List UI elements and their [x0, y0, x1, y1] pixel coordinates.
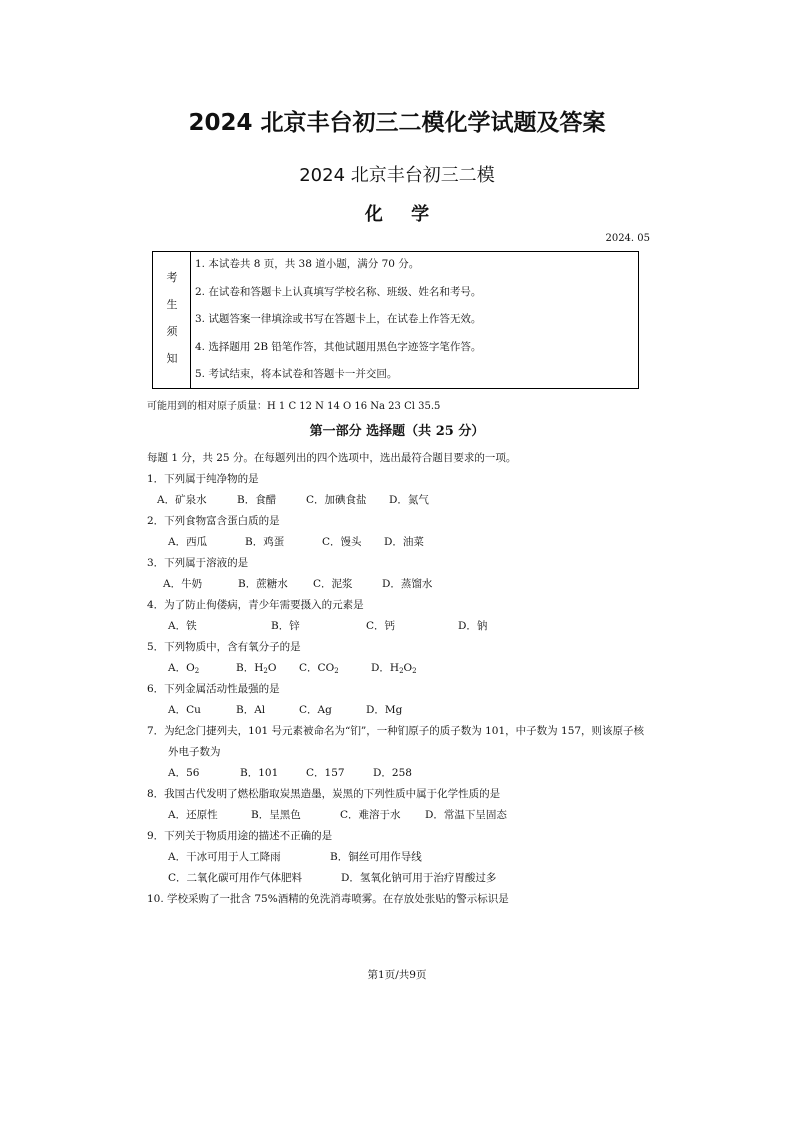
notice-label-char: 须 — [166, 325, 178, 338]
question-stem: 5．下列物质中，含有氧分子的是 — [147, 641, 301, 653]
answer-option: C．难溶于水 — [340, 809, 401, 821]
answer-option: C．Ag — [299, 704, 332, 716]
answer-option: D．Mg — [366, 704, 403, 716]
question-stem: 8．我国古代发明了燃松脂取炭黑造墨，炭黑的下列性质中属于化学性质的是 — [147, 788, 501, 800]
answer-option: B．$H_2O$ — [236, 662, 277, 675]
answer-option: B．食醋 — [237, 494, 277, 506]
subject-heading: 化 学 — [364, 204, 430, 225]
question-stem: 10. 学校采购了一批含 75%酒精的免洗消毒喷雾。在存放处张贴的警示标识是 — [147, 893, 509, 905]
atomic-masses: 可能用到的相对原子质量：H 1 C 12 N 14 O 16 Na 23 Cl 35.5 — [147, 401, 441, 412]
notice-item: 5. 考试结束，将本试卷和答题卡一并交回。 — [195, 368, 398, 380]
answer-option: B．呈黑色 — [251, 809, 301, 821]
answer-option: C．泥浆 — [313, 578, 353, 590]
section-title: 第一部分 选择题（共 25 分） — [309, 424, 485, 439]
answer-option: D．$H_2O_2$ — [371, 662, 417, 675]
answer-option: C．加碘食盐 — [306, 494, 367, 506]
answer-option: A．矿泉水 — [157, 494, 207, 506]
answer-option: D．258 — [373, 767, 412, 779]
answer-option: C．二氧化碳可用作气体肥料 — [168, 872, 303, 884]
notice-item: 2. 在试卷和答题卡上认真填写学校名称、班级、姓名和考号。 — [195, 286, 482, 298]
document-title: 2024 北京丰台初三二模化学试题及答案 — [188, 110, 606, 136]
answer-option: D．常温下呈固态 — [425, 809, 507, 821]
answer-option: D．蒸馏水 — [382, 578, 433, 590]
notice-label-char: 知 — [166, 352, 178, 365]
answer-option: A．56 — [168, 767, 200, 779]
answer-option: A．干冰可用于人工降雨 — [168, 851, 281, 863]
answer-option: A．铁 — [168, 620, 197, 632]
exam-date: 2024. 05 — [605, 233, 650, 244]
answer-option: A．还原性 — [168, 809, 218, 821]
question-stem: 1．下列属于纯净物的是 — [147, 473, 259, 485]
notice-item: 4. 选择题用 2B 铅笔作答，其他试题用黑色字迹签字笔作答。 — [195, 341, 482, 353]
answer-option: A．西瓜 — [168, 536, 208, 548]
notice-item: 1. 本试卷共 8 页，共 38 道小题，满分 70 分。 — [195, 258, 420, 270]
notice-label-char: 考 — [166, 271, 178, 284]
answer-option: A．Cu — [168, 704, 201, 716]
question-stem: 2．下列食物富含蛋白质的是 — [147, 515, 280, 527]
section-instruction: 每题 1 分，共 25 分。在每题列出的四个选项中，选出最符合题目要求的一项。 — [147, 452, 517, 464]
notice-item: 3. 试题答案一律填涂或书写在答题卡上，在试卷上作答无效。 — [195, 313, 482, 325]
answer-option: D．钠 — [458, 620, 488, 632]
answer-option: C．馒头 — [322, 536, 362, 548]
answer-option: B．蔗糖水 — [238, 578, 288, 590]
notice-label-char: 生 — [166, 298, 178, 311]
answer-option: B．鸡蛋 — [245, 536, 285, 548]
question-stem: 3．下列属于溶液的是 — [147, 557, 249, 569]
question-stem: 4．为了防止佝偻病，青少年需要摄入的元素是 — [147, 599, 364, 611]
exam-subtitle: 2024 北京丰台初三二模 — [299, 165, 495, 186]
question-stem-continued: 外电子数为 — [168, 746, 221, 758]
exam-notice-box — [152, 251, 639, 389]
page-number: 第1页/共9页 — [367, 969, 427, 981]
question-stem: 9．下列关于物质用途的描述不正确的是 — [147, 830, 333, 842]
answer-option: B．Al — [236, 704, 266, 716]
answer-option: B．101 — [240, 767, 279, 779]
answer-option: D．氮气 — [389, 494, 429, 506]
answer-option: C．$CO_2$ — [299, 662, 339, 675]
question-stem: 7．为纪念门捷列夫，101 号元素被命名为“钔”，一种钔原子的质子数为 101，中子数为 157，则该原子核 — [147, 725, 645, 737]
answer-option: A．牛奶 — [163, 578, 203, 590]
question-stem: 6．下列金属活动性最强的是 — [147, 683, 280, 695]
answer-option: B．锌 — [271, 620, 300, 632]
notice-label-column — [153, 252, 191, 388]
answer-option: B．铜丝可用作导线 — [330, 851, 422, 863]
answer-option: D．油菜 — [384, 536, 424, 548]
answer-option: D．氢氧化钠可用于治疗胃酸过多 — [341, 872, 497, 884]
answer-option: C．钙 — [366, 620, 396, 632]
answer-option: A．$O_2$ — [168, 662, 200, 675]
answer-option: C．157 — [306, 767, 345, 779]
